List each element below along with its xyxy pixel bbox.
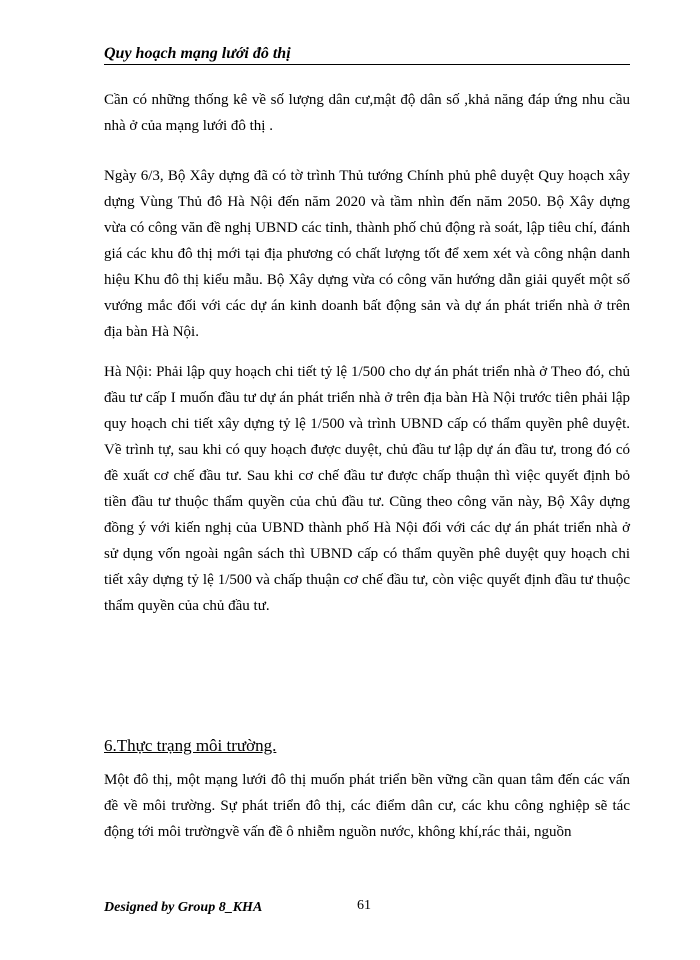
page-header-title: Quy hoạch mạng lưới đô thị xyxy=(104,45,291,62)
section-heading-environment: 6.Thực trạng môi trường. xyxy=(104,736,277,755)
paragraph-environment: Một đô thị, một mạng lưới đô thị muốn phát triển bền vững cần quan tâm đến các vấn đề về môi trường. Sự phát triển đô thị, các điểm dân cư, các khu công nghiệp sẽ tác động tới môi trườngvề vấn đề ô nhiễm nguồn nước, không khí,rác thải, nguồn xyxy=(104,772,630,840)
page-number: 61 xyxy=(357,898,371,913)
paragraph-hanoi-planning: Hà Nội: Phải lập quy hoạch chi tiết tỷ lệ 1/500 cho dự án phát triển nhà ở Theo đó, chủ đầu tư cấp I muốn đầu tư dự án phát triển nhà ở trên địa bàn Hà Nội trước tiên phải lập quy hoạch chi tiết xây dựng tỷ lệ 1/500 và trình UBND cấp có thẩm quyền phê duyệt. Về trình tự, sau khi có quy hoạch được duyệt, chủ đầu tư lập dự án đầu tư, trong đó có đề xuất cơ chế đầu tư. Sau khi cơ chế đầu tư được chấp thuận thì việc quyết định bỏ tiền đầu tư thuộc thẩm quyền của chủ đầu tư. Cũng theo công văn này, Bộ Xây dựng đồng ý với kiến nghị của UBND thành phố Hà Nội đối với các dự án phát triển nhà ở sử dụng vốn ngoài ngân sách thì UBND cấp có thẩm quyền phê duyệt quy hoạch chi tiết xây dựng tỷ lệ 1/500 và chấp thuận cơ chế đầu tư, còn việc quyết định đầu tư thuộc thẩm quyền của chủ đầu tư. xyxy=(104,364,630,614)
paragraph-ministry-construction: Ngày 6/3, Bộ Xây dựng đã có tờ trình Thủ tướng Chính phủ phê duyệt Quy hoạch xây dựng Vùng Thủ đô Hà Nội đến năm 2020 và tầm nhìn đến năm 2050. Bộ Xây dựng vừa có công văn đề nghị UBND các tỉnh, thành phố chủ động rà soát, lập tiêu chí, đánh giá các khu đô thị mới tại địa phương có chất lượng tốt để xem xét và công nhận danh hiệu Khu đô thị kiểu mẫu. Bộ Xây dựng vừa có công văn hướng dẫn giải quyết một số vướng mắc đối với các dự án kinh doanh bất động sản và dự án phát triển nhà ở trên địa bàn Hà Nội. xyxy=(104,168,630,340)
header-divider xyxy=(104,64,630,65)
footer-designed-by: Designed by Group 8_KHA xyxy=(104,900,263,915)
paragraph-population-stats: Cần có những thống kê về số lượng dân cư,mật độ dân số ,khả năng đáp ứng nhu cầu nhà ở của mạng lưới đô thị . xyxy=(104,92,630,134)
